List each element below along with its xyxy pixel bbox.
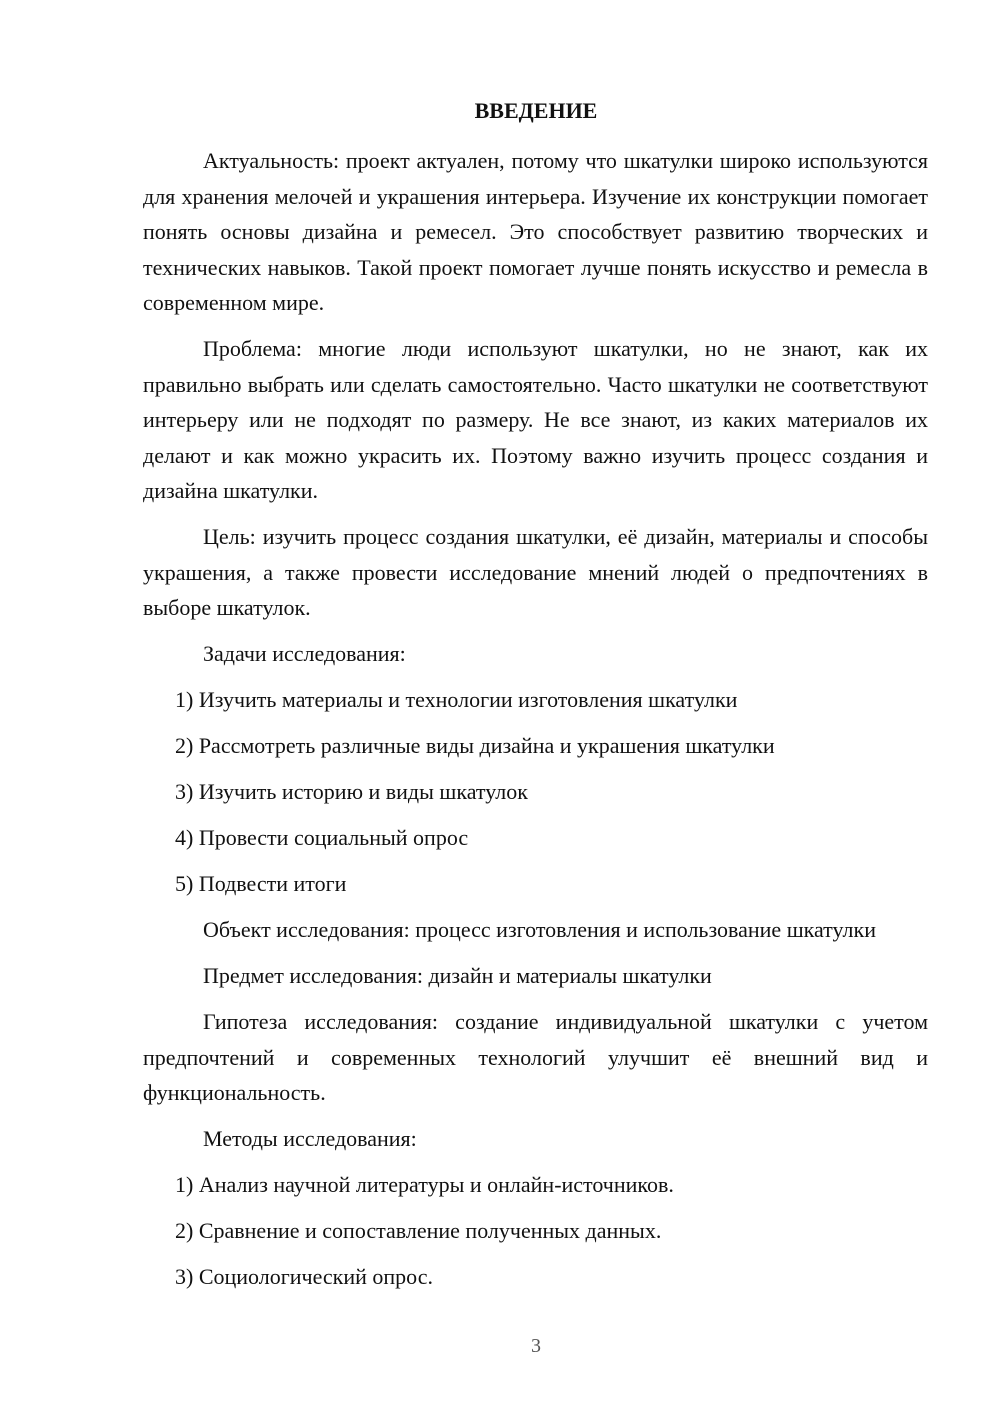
list-item: 2) Сравнение и сопоставление полученных данных.: [175, 1218, 662, 1243]
problem-paragraph: Проблема: многие люди используют шкатулки, но не знают, как их правильно выбрать или сделать самостоятельно. Часто шкатулки не соответствуют интерьеру или не подходят по размеру. Не все знают, из каких материалов их делают и как можно украсить их. Поэтому важно изучить процесс создания и дизайна шкатулки.: [143, 336, 928, 503]
hypothesis-paragraph: Гипотеза исследования: создание индивидуальной шкатулки с учетом предпочтений и современных технологий улучшит её внешний вид и функциональность.: [143, 1009, 928, 1105]
relevance-paragraph: Актуальность: проект актуален, потому что шкатулки широко используются для хранения мелочей и украшения интерьера. Изучение их конструкции помогает понять основы дизайна и ремесел. Это способствует развитию творческих и технических навыков. Такой проект помогает лучше понять искусство и ремесла в современном мире.: [143, 148, 928, 315]
methods-title: Методы исследования:: [203, 1126, 417, 1151]
tasks-title: Задачи исследования:: [203, 641, 406, 666]
list-item: 5) Подвести итоги: [175, 871, 347, 896]
list-item: 4) Провести социальный опрос: [175, 825, 469, 850]
list-item: 1) Анализ научной литературы и онлайн-источников.: [175, 1172, 674, 1197]
document-body: [143, 143, 928, 1305]
goal-paragraph: Цель: изучить процесс создания шкатулки, её дизайн, материалы и способы украшения, а также провести исследование мнений людей о предпочтениях в выборе шкатулок.: [143, 524, 928, 620]
subject-paragraph: Предмет исследования: дизайн и материалы шкатулки: [203, 963, 712, 988]
list-item: 1) Изучить материалы и технологии изготовления шкатулки: [175, 687, 738, 712]
object-paragraph: Объект исследования: процесс изготовления и использование шкатулки: [203, 917, 876, 942]
list-item: 3) Изучить историю и виды шкатулок: [175, 779, 528, 804]
list-item: 2) Рассмотреть различные виды дизайна и украшения шкатулки: [175, 733, 775, 758]
tasks-list: [143, 682, 928, 902]
methods-list: [143, 1167, 928, 1295]
section-heading: ВВЕДЕНИЕ: [474, 98, 598, 123]
page-number: 3: [531, 1335, 541, 1357]
list-item: 3) Социологический опрос.: [175, 1264, 433, 1289]
